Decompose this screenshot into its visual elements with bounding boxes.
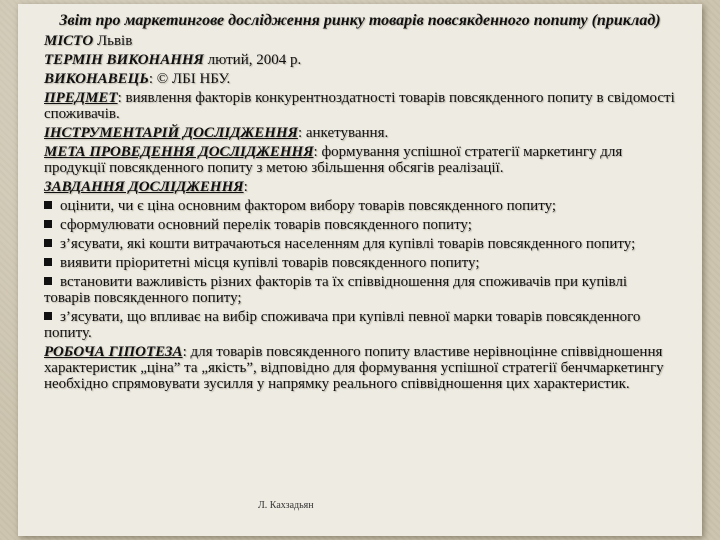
task-item bbox=[44, 309, 676, 341]
subject-value: : виявлення факторів конкурентноздатності товарів повсякденного попиту в свідомості споживачів. bbox=[44, 90, 675, 122]
square-bullet-icon bbox=[44, 201, 52, 209]
task-item-text: встановити важливість різних факторів та їх співвідношення для споживачів при купівлі товарів повсякденного попиту; bbox=[44, 274, 628, 306]
city-row bbox=[44, 33, 676, 49]
task-item bbox=[44, 198, 676, 214]
task-item-text: з’ясувати, які кошти витрачаються населенням для купівлі товарів повсякденного попиту; bbox=[60, 236, 636, 252]
task-item-text: оцінити, чи є ціна основним фактором вибору товарів повсякденного попиту; bbox=[60, 198, 557, 214]
tasks-label: ЗАВДАННЯ ДОСЛІДЖЕННЯ bbox=[44, 179, 244, 195]
square-bullet-icon bbox=[44, 277, 52, 285]
hypothesis-row bbox=[44, 344, 676, 392]
hypothesis-label: РОБОЧА ГІПОТЕЗА bbox=[44, 344, 183, 360]
term-value: лютий, 2004 р. bbox=[203, 52, 302, 68]
subject-row bbox=[44, 90, 676, 122]
task-item-text: виявити пріоритетні місця купівлі товарів повсякденного попиту; bbox=[60, 255, 480, 271]
square-bullet-icon bbox=[44, 220, 52, 228]
hypothesis-value: : для товарів повсякденного попиту властиве нерівноцінне співвідношення характеристик „ціна” та „якість”, відповідно для формування успішної стратегії бенчмаркетингу необхідно спрямовувати зусилля у напрямку реального співвідношення цих характеристик. bbox=[44, 344, 664, 392]
square-bullet-icon bbox=[44, 239, 52, 247]
task-item-text: з’ясувати, що впливає на вибір споживача при купівлі певної марки товарів повсякденного попиту. bbox=[44, 309, 641, 341]
executor-row bbox=[44, 71, 676, 87]
tools-value: : анкетування. bbox=[297, 125, 389, 141]
task-item bbox=[44, 255, 676, 271]
executor-value: : © ЛБІ НБУ. bbox=[148, 71, 231, 87]
task-item bbox=[44, 274, 676, 306]
tools-row bbox=[44, 125, 676, 141]
subject-label: ПРЕДМЕТ bbox=[44, 90, 118, 106]
goal-label: МЕТА ПРОВЕДЕННЯ ДОСЛІДЖЕННЯ bbox=[44, 144, 314, 160]
report-title: Звіт про маркетингове дослідження ринку товарів повсякденного попиту (приклад) bbox=[59, 12, 661, 29]
goal-value: : формування успішної стратегії маркетингу для продукції повсякденного попиту з метою збільшення обсягів реалізації. bbox=[44, 144, 623, 176]
tasks-suffix: : bbox=[243, 179, 248, 195]
goal-row bbox=[44, 144, 676, 176]
report-content bbox=[44, 12, 676, 392]
footer-author: Л. Кахзадьян bbox=[258, 500, 314, 511]
city-label: МІСТО bbox=[44, 33, 94, 49]
term-label: ТЕРМІН ВИКОНАННЯ bbox=[44, 52, 204, 68]
square-bullet-icon bbox=[44, 312, 52, 320]
square-bullet-icon bbox=[44, 258, 52, 266]
task-item-text: сформулювати основний перелік товарів повсякденного попиту; bbox=[60, 217, 472, 233]
tasks-heading bbox=[44, 179, 676, 195]
executor-label: ВИКОНАВЕЦЬ bbox=[44, 71, 149, 87]
city-value: Львів bbox=[93, 33, 133, 49]
task-item bbox=[44, 217, 676, 233]
task-item bbox=[44, 236, 676, 252]
tools-label: ІНСТРУМЕНТАРІЙ ДОСЛІДЖЕННЯ bbox=[44, 125, 298, 141]
term-row bbox=[44, 52, 676, 68]
